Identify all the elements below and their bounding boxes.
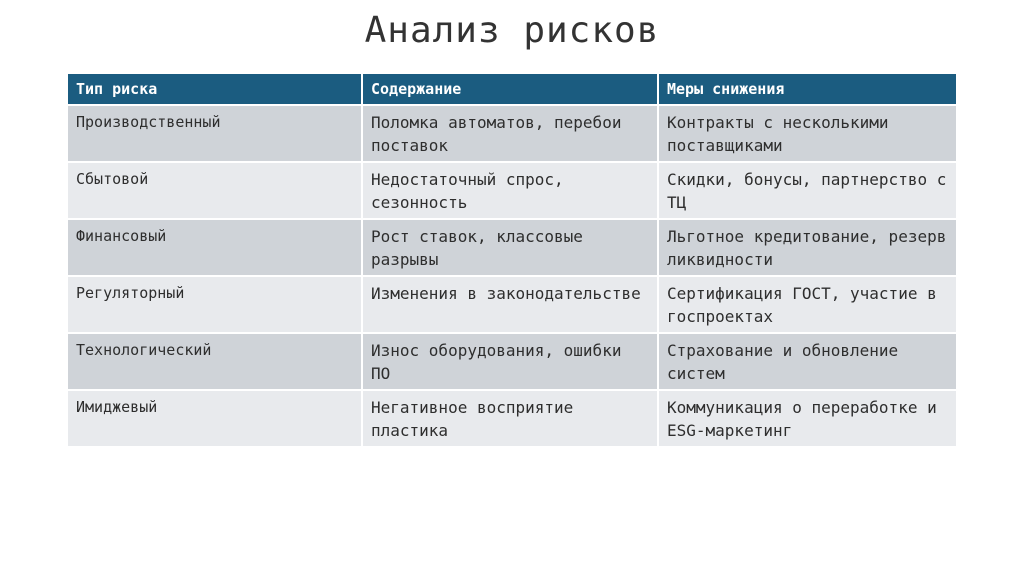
risk-content-cell: Поломка автоматов, перебои поставок <box>363 106 659 163</box>
risk-mitigation-cell: Скидки, бонусы, партнерство с ТЦ <box>659 163 956 220</box>
table-row <box>68 391 956 448</box>
column-header-content: Содержание <box>363 74 659 106</box>
risk-mitigation-cell: Контракты с несколькими поставщиками <box>659 106 956 163</box>
table-header-row <box>68 74 956 106</box>
table-row <box>68 334 956 391</box>
risk-mitigation-cell: Сертификация ГОСТ, участие в госпроектах <box>659 277 956 334</box>
risk-type-cell: Регуляторный <box>68 277 363 334</box>
column-header-mitigation: Меры снижения <box>659 74 956 106</box>
risk-mitigation-cell: Страхование и обновление систем <box>659 334 956 391</box>
risk-mitigation-cell: Льготное кредитование, резерв ликвидности <box>659 220 956 277</box>
risk-content-cell: Изменения в законодательстве <box>363 277 659 334</box>
risk-mitigation-cell: Коммуникация о переработке и ESG-маркетинг <box>659 391 956 448</box>
risk-content-cell: Недостаточный спрос, сезонность <box>363 163 659 220</box>
table-row <box>68 277 956 334</box>
risk-type-cell: Производственный <box>68 106 363 163</box>
risk-type-cell: Финансовый <box>68 220 363 277</box>
risk-analysis-table <box>68 74 956 448</box>
risk-type-cell: Сбытовой <box>68 163 363 220</box>
table-row <box>68 220 956 277</box>
risk-content-cell: Негативное восприятие пластика <box>363 391 659 448</box>
risk-type-cell: Технологический <box>68 334 363 391</box>
column-header-risk-type: Тип риска <box>68 74 363 106</box>
table-row <box>68 163 956 220</box>
risk-content-cell: Рост ставок, классовые разрывы <box>363 220 659 277</box>
slide-title: Анализ рисков <box>364 10 660 51</box>
table-row <box>68 106 956 163</box>
risk-content-cell: Износ оборудования, ошибки ПО <box>363 334 659 391</box>
risk-type-cell: Имиджевый <box>68 391 363 448</box>
